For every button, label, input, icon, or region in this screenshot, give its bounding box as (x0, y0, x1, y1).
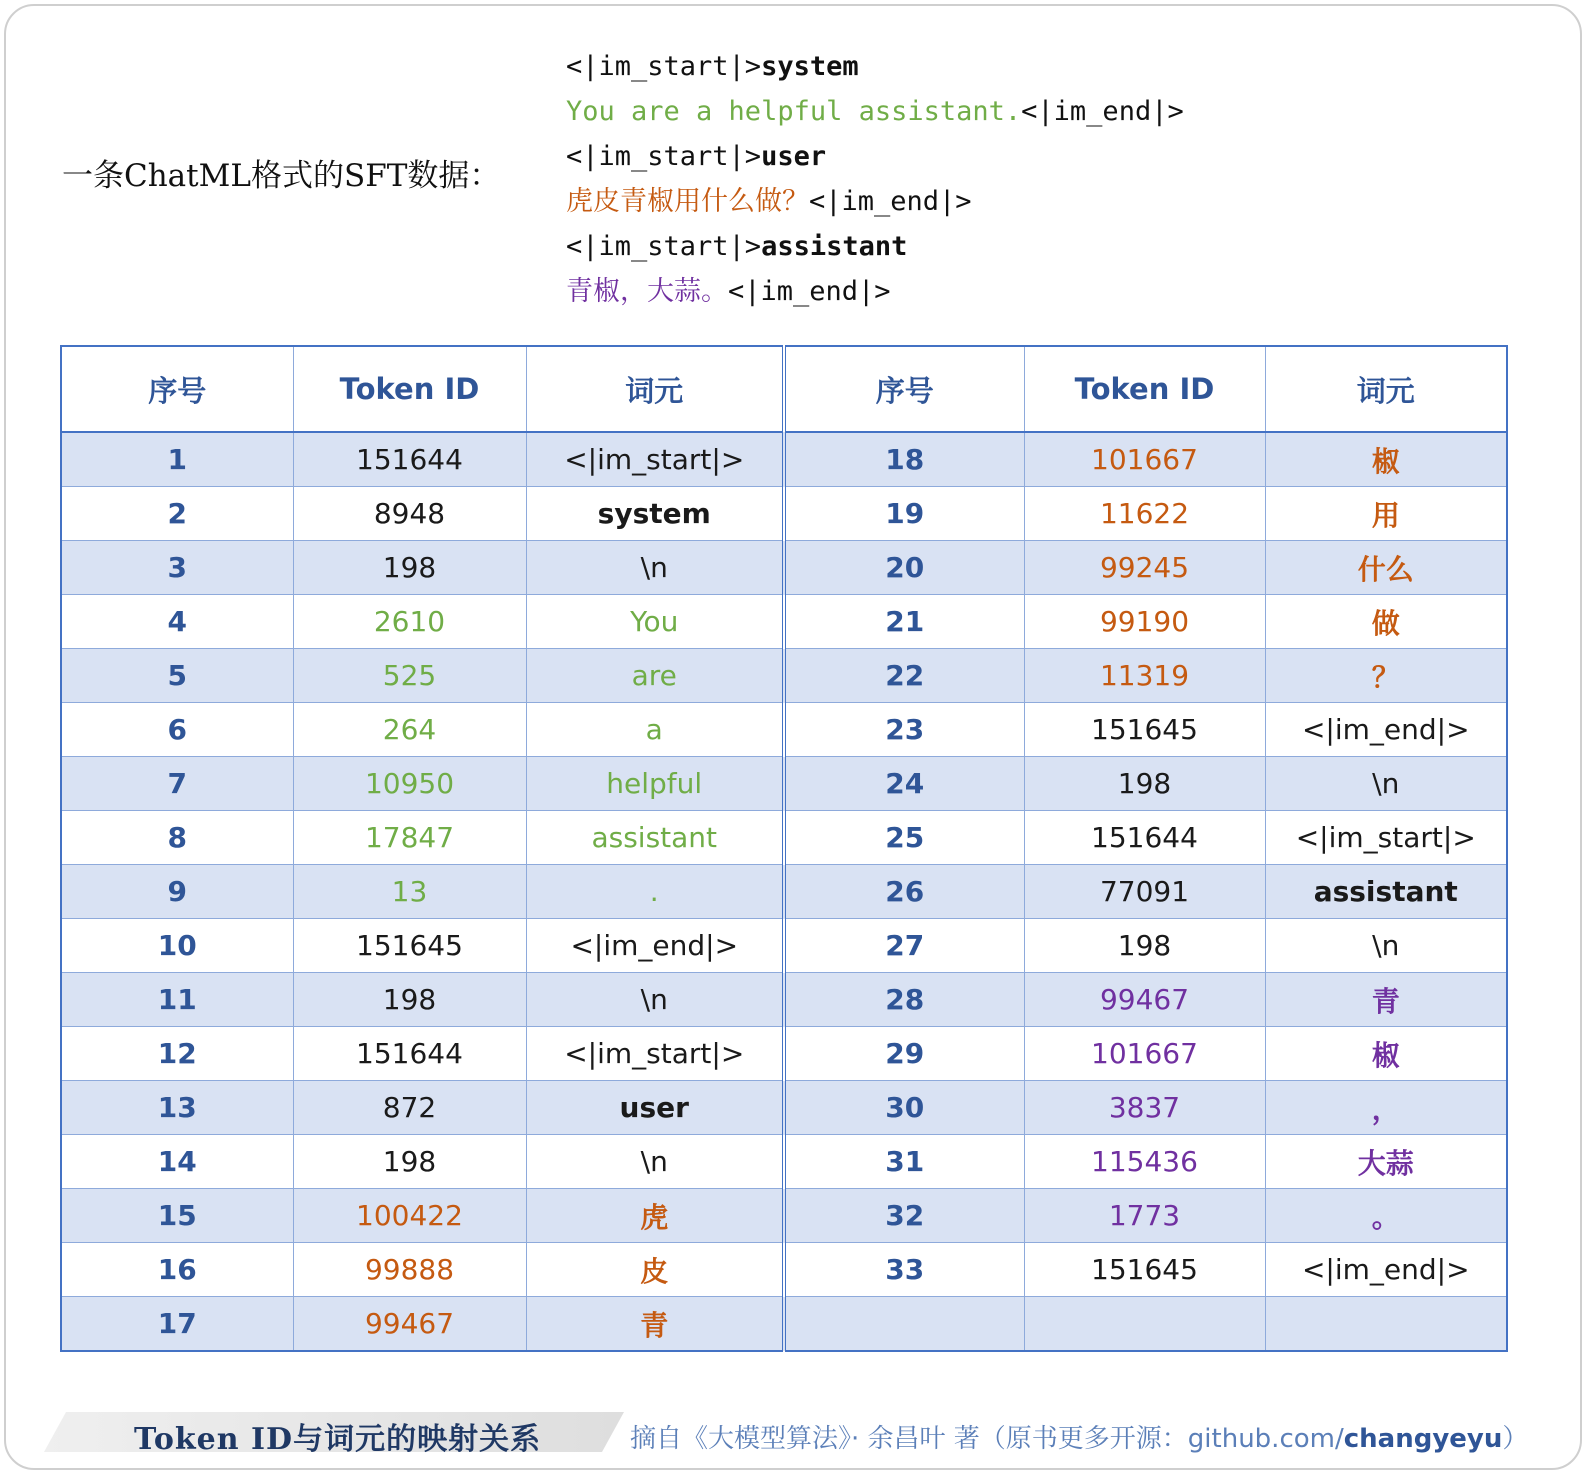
token-cell: 青 (526, 1297, 784, 1352)
index-cell: 27 (784, 919, 1024, 973)
token-id-cell: 151645 (293, 919, 526, 973)
token-cell: \n (1265, 919, 1507, 973)
token-cell: assistant (1265, 865, 1507, 919)
index-cell: 12 (61, 1027, 293, 1081)
table-row (61, 1135, 1507, 1189)
token-cell: <|im_start|> (526, 1027, 784, 1081)
index-cell: 20 (784, 541, 1024, 595)
index-cell (784, 1297, 1024, 1352)
chatml-example (566, 44, 1184, 314)
chatml-segment: 青椒，大蒜。 (566, 276, 728, 307)
token-id-cell (1024, 1297, 1265, 1352)
token-id-cell: 151644 (293, 1027, 526, 1081)
token-id-cell: 198 (293, 541, 526, 595)
token-cell: 虎 (526, 1189, 784, 1243)
index-cell: 14 (61, 1135, 293, 1189)
token-id-cell: 198 (293, 973, 526, 1027)
table-row (61, 919, 1507, 973)
token-id-cell: 151645 (1024, 703, 1265, 757)
index-cell: 7 (61, 757, 293, 811)
table-row (61, 487, 1507, 541)
token-id-cell: 99190 (1024, 595, 1265, 649)
index-cell: 11 (61, 973, 293, 1027)
token-cell: 大蒜 (1265, 1135, 1507, 1189)
token-id-cell: 2610 (293, 595, 526, 649)
table-row (61, 865, 1507, 919)
index-cell: 21 (784, 595, 1024, 649)
source-credit (630, 1418, 1528, 1455)
token-cell: <|im_start|> (526, 432, 784, 487)
token-cell: \n (1265, 757, 1507, 811)
token-cell: 皮 (526, 1243, 784, 1297)
chatml-segment: <|im_start|> (566, 141, 762, 172)
token-id-cell: 17847 (293, 811, 526, 865)
token-id-cell: 151644 (293, 432, 526, 487)
token-id-cell: 101667 (1024, 1027, 1265, 1081)
token-id-cell: 99467 (1024, 973, 1265, 1027)
index-cell: 3 (61, 541, 293, 595)
index-cell: 29 (784, 1027, 1024, 1081)
token-id-cell: 13 (293, 865, 526, 919)
index-cell: 18 (784, 432, 1024, 487)
header-token-right: 词元 (1265, 346, 1507, 432)
figure-title: Token ID与词元的映射关系 (134, 1422, 542, 1457)
token-cell: system (526, 487, 784, 541)
table-row (61, 595, 1507, 649)
index-cell: 28 (784, 973, 1024, 1027)
token-cell: <|im_end|> (526, 919, 784, 973)
credit-handle: changyeyu (1343, 1424, 1503, 1454)
token-cell: . (526, 865, 784, 919)
chatml-caption-label: 一条ChatML格式的SFT数据： (62, 158, 501, 194)
token-cell: a (526, 703, 784, 757)
token-cell (1265, 1297, 1507, 1352)
index-cell: 31 (784, 1135, 1024, 1189)
chatml-segment: assistant (761, 231, 908, 262)
index-cell: 24 (784, 757, 1024, 811)
table-row (61, 1297, 1507, 1352)
credit-suffix: ） (1502, 1424, 1529, 1454)
chatml-segment: user (761, 141, 827, 172)
table-row (61, 1189, 1507, 1243)
token-cell: You (526, 595, 784, 649)
index-cell: 23 (784, 703, 1024, 757)
table-row (61, 1243, 1507, 1297)
table-row (61, 541, 1507, 595)
token-id-cell: 11622 (1024, 487, 1265, 541)
token-cell: 椒 (1265, 1027, 1507, 1081)
table-row (61, 703, 1507, 757)
table-row (61, 1027, 1507, 1081)
token-id-cell: 198 (293, 1135, 526, 1189)
table-row (61, 432, 1507, 487)
chatml-line (566, 224, 1184, 269)
table-row (61, 1081, 1507, 1135)
token-cell: <|im_end|> (1265, 1243, 1507, 1297)
token-cell: \n (526, 973, 784, 1027)
index-cell: 9 (61, 865, 293, 919)
chatml-line (566, 179, 1184, 224)
chatml-segment: 虎皮青椒用什么做？ (566, 186, 809, 217)
token-cell: are (526, 649, 784, 703)
token-mapping-table (60, 345, 1508, 1352)
header-token-id-left: Token ID (293, 346, 526, 432)
table-row (61, 973, 1507, 1027)
chatml-line (566, 269, 1184, 314)
chatml-segment: <|im_start|> (566, 231, 762, 262)
token-id-cell: 77091 (1024, 865, 1265, 919)
token-id-cell: 10950 (293, 757, 526, 811)
chatml-line (566, 134, 1184, 179)
index-cell: 32 (784, 1189, 1024, 1243)
token-cell: ， (1265, 1081, 1507, 1135)
token-cell: assistant (526, 811, 784, 865)
header-index-right: 序号 (784, 346, 1024, 432)
index-cell: 26 (784, 865, 1024, 919)
index-cell: 5 (61, 649, 293, 703)
index-cell: 30 (784, 1081, 1024, 1135)
token-cell: \n (526, 1135, 784, 1189)
token-id-cell: 264 (293, 703, 526, 757)
chatml-segment: system (761, 51, 859, 82)
index-cell: 13 (61, 1081, 293, 1135)
token-id-cell: 115436 (1024, 1135, 1265, 1189)
token-id-cell: 99888 (293, 1243, 526, 1297)
header-token-left: 词元 (526, 346, 784, 432)
token-id-cell: 99467 (293, 1297, 526, 1352)
token-cell: <|im_end|> (1265, 703, 1507, 757)
table-row (61, 649, 1507, 703)
token-id-cell: 100422 (293, 1189, 526, 1243)
header-token-id-right: Token ID (1024, 346, 1265, 432)
table-row (61, 757, 1507, 811)
token-cell: ？ (1265, 649, 1507, 703)
chatml-segment: You are a helpful assistant. (566, 96, 1022, 127)
table-row (61, 811, 1507, 865)
chatml-segment: <|im_end|> (1021, 96, 1184, 127)
chatml-segment: <|im_end|> (809, 186, 972, 217)
index-cell: 4 (61, 595, 293, 649)
token-id-cell: 1773 (1024, 1189, 1265, 1243)
token-id-cell: 101667 (1024, 432, 1265, 487)
index-cell: 33 (784, 1243, 1024, 1297)
token-cell: helpful (526, 757, 784, 811)
token-cell: 做 (1265, 595, 1507, 649)
token-id-cell: 3837 (1024, 1081, 1265, 1135)
chatml-segment: <|im_start|> (566, 51, 762, 82)
index-cell: 1 (61, 432, 293, 487)
token-id-cell: 151644 (1024, 811, 1265, 865)
chatml-segment: <|im_end|> (728, 276, 891, 307)
index-cell: 2 (61, 487, 293, 541)
header-index-left: 序号 (61, 346, 293, 432)
token-id-cell: 198 (1024, 919, 1265, 973)
token-id-cell: 8948 (293, 487, 526, 541)
chatml-line (566, 44, 1184, 89)
index-cell: 22 (784, 649, 1024, 703)
token-id-cell: 99245 (1024, 541, 1265, 595)
index-cell: 15 (61, 1189, 293, 1243)
index-cell: 10 (61, 919, 293, 973)
chatml-line (566, 89, 1184, 134)
index-cell: 16 (61, 1243, 293, 1297)
token-cell: <|im_start|> (1265, 811, 1507, 865)
token-cell: 用 (1265, 487, 1507, 541)
token-cell: 。 (1265, 1189, 1507, 1243)
token-cell: user (526, 1081, 784, 1135)
token-id-cell: 11319 (1024, 649, 1265, 703)
index-cell: 19 (784, 487, 1024, 541)
index-cell: 17 (61, 1297, 293, 1352)
token-cell: 椒 (1265, 432, 1507, 487)
token-id-cell: 198 (1024, 757, 1265, 811)
token-id-cell: 872 (293, 1081, 526, 1135)
token-cell: 青 (1265, 973, 1507, 1027)
index-cell: 25 (784, 811, 1024, 865)
token-cell: 什么 (1265, 541, 1507, 595)
token-id-cell: 525 (293, 649, 526, 703)
index-cell: 8 (61, 811, 293, 865)
token-id-cell: 151645 (1024, 1243, 1265, 1297)
index-cell: 6 (61, 703, 293, 757)
token-cell: \n (526, 541, 784, 595)
credit-prefix: 摘自《大模型算法》· 余昌叶 著（原书更多开源：github.com/ (630, 1424, 1344, 1454)
